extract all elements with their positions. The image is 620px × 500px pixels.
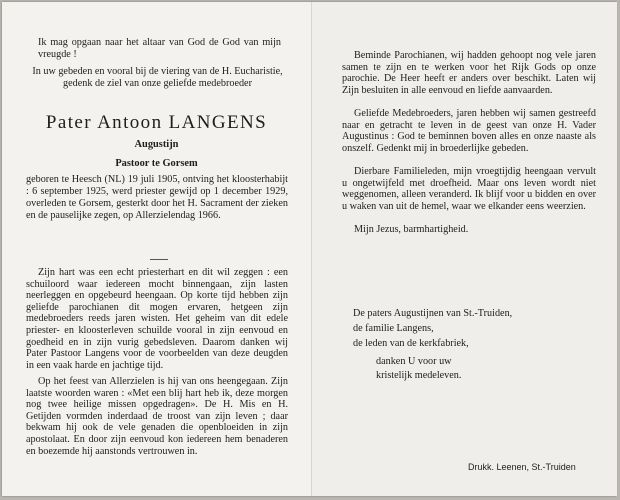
paragraph-brothers: Geliefde Medebroeders, jaren hebben wij samen gestreefd naar en getracht te leven in de geest van onze H. Vader Augustinus : God te beminnen boven alles en onze naaste als onszelf. Gedenkt mij in broederlijke gebeden. xyxy=(342,108,596,154)
role: Pastoor te Gorsem xyxy=(115,158,198,169)
closing-prayer: Mijn Jezus, barmhartigheid. xyxy=(354,224,469,235)
signatory-family: de familie Langens, xyxy=(353,323,434,334)
deceased-name: Pater Antoon LANGENS xyxy=(45,112,268,133)
given-name: Augustijn xyxy=(134,139,179,150)
paragraph-heart: Zijn hart was een echt priesterhart en dit wil zeggen : een schuiloord waar iedereen mocht binnengaan, zijn lasten neerleggen en opgebeurd heengaan. Op korte tijd hebben zijn geliefde parochianen dit mogen ervaren, hetgeen zijn medebroeders reeds jaren wisten. Het geheim van dit edele priester- en kloosterleven schuilde vooral in zijn eenvoud en goedheid en in zijn vurig gebedsleven. Daarom danken wij Pater Pastoor Langens voor de voorbeelden van deze deugden in een vaak harde en jachtige tijd. xyxy=(26,267,288,371)
paragraph-death: Op het feest van Allerzielen is hij van ons heengegaan. Zijn laatste woorden waren : «Met een blij hart heb ik, deze morgen nog twee heilige missen opgedragen». De H. Mis en H. Getijden vormden inderdaad de troost van zijn leven ; daar bekwam hij ook de vele genaden die openbloeiden in zijn apostolaat. En door zijn eenvoud kon iedereen hem benaderen en boezemde hij aanstonds vertrouwen in. xyxy=(26,376,288,457)
left-panel xyxy=(2,2,311,496)
memorial-card xyxy=(2,2,616,496)
memory-request: In uw gebeden en vooral bij de viering van de H. Eucharistie, gedenk de ziel van onze geliefde medebroeder xyxy=(32,66,283,89)
thanks-line-1: danken U voor uw xyxy=(376,356,452,367)
signatory-augustinians: De paters Augustijnen van St.-Truiden, xyxy=(353,308,513,319)
intro-verse: Ik mag opgaan naar het altaar van God de God van mijn vreugde ! xyxy=(38,37,281,60)
paragraph-parishioners: Beminde Parochianen, wij hadden gehoopt nog vele jaren samen te zijn en te werken voor het Rijk Gods op onze parochie. De Heer heeft er anders over beschikt. Laten wij Zijn besluiten in alle eenvoud en liefde aanvaarden. xyxy=(342,50,596,96)
paragraph-family: Dierbare Familieleden, mijn vroegtijdig heengaan vervult u ongetwijfeld met droefheid. Maar ons leven wordt niet weggenomen, alleen veranderd. Ik blijf voor u bidden en over u waken van uit de hemel, waar we elkander eens weerzien. xyxy=(342,166,596,212)
right-panel xyxy=(311,2,617,496)
thanks-line-2: kristelijk medeleven. xyxy=(376,370,462,381)
signatory-church-council: de leden van de kerkfabriek, xyxy=(353,338,469,349)
divider-rule xyxy=(150,259,168,260)
biography: geboren te Heesch (NL) 19 juli 1905, ontving het kloosterhabijt : 6 september 1925, werd priester gewijd op 1 december 1929, overleden te Gorsem, gesterkt door het H. Sacrament der zieken en de pauselijke zegen, op Allerzielendag 1966. xyxy=(26,174,288,221)
printer-credit: Drukk. Leenen, St.-Truiden xyxy=(468,462,576,472)
